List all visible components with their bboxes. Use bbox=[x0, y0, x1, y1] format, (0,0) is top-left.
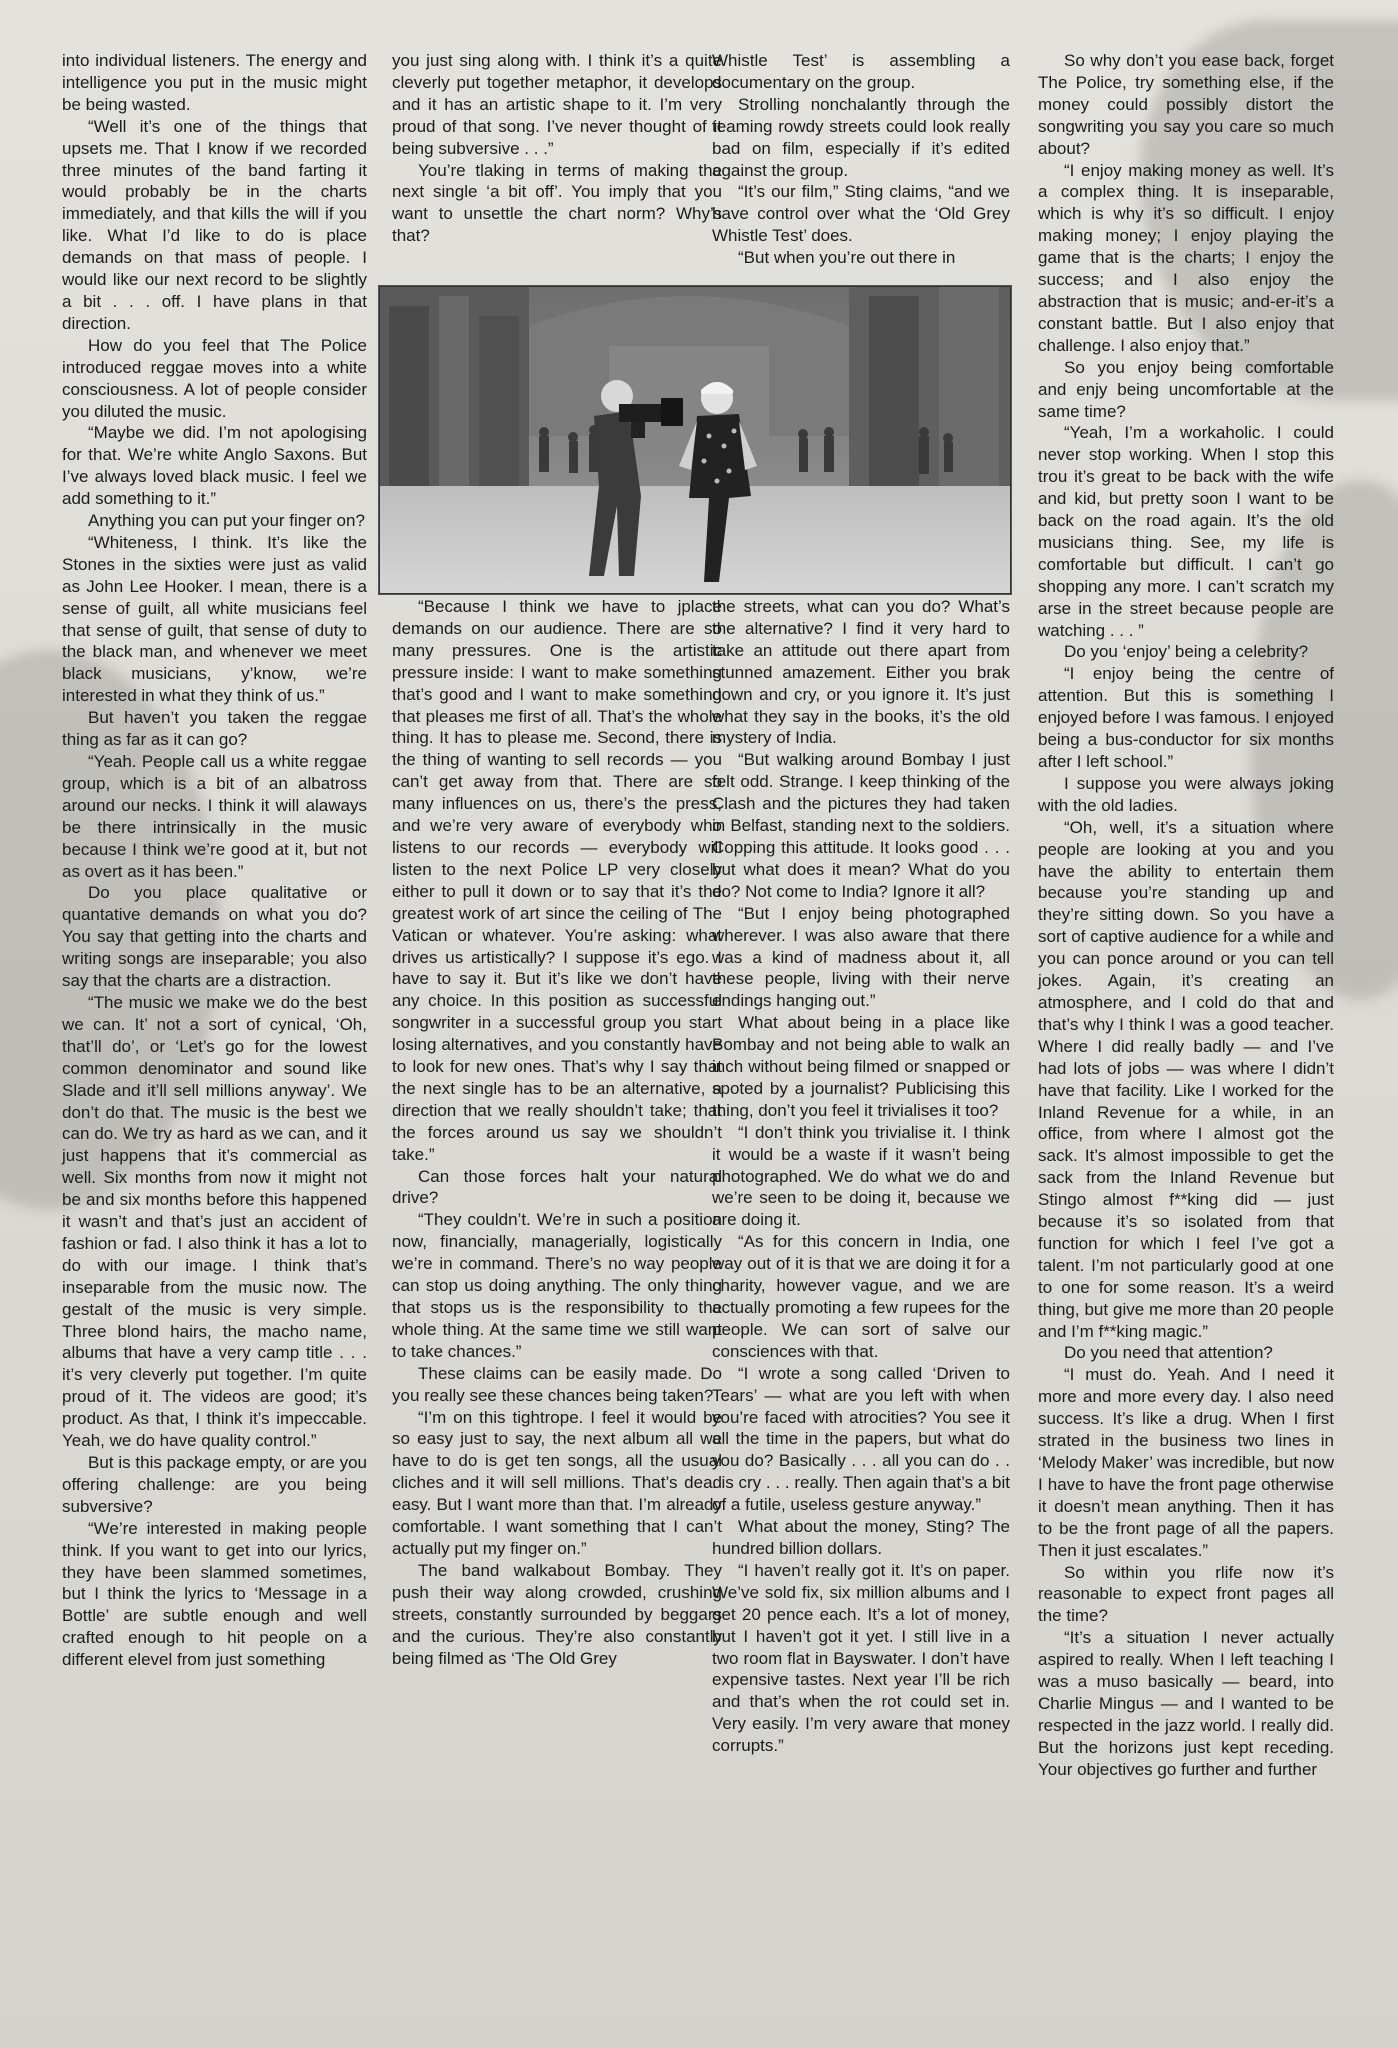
paragraph: So within you rlife now it’s reasonable to expect front pages all the time? bbox=[1038, 1562, 1334, 1626]
article-column-1 bbox=[62, 50, 367, 1671]
article-column-3-bottom bbox=[712, 596, 1010, 1757]
paragraph: Do you ‘enjoy’ being a celebrity? bbox=[1064, 642, 1309, 662]
paragraph: What about the money, Sting? The hundred billion dollars. bbox=[712, 1517, 1010, 1558]
paragraph: “It’s our film,” Sting claims, “and we have control over what the ‘Old Grey Whistle Test’ does. bbox=[712, 182, 1010, 246]
paragraph: Whistle Test’ is assembling a documentary on the group. bbox=[712, 51, 1010, 92]
paragraph: Do you place qualitative or quantative demands on what you do? You say that getting into the charts and writing songs are inseparable; you also say that the charts are a distraction. bbox=[62, 883, 367, 991]
paragraph: “I haven’t really got it. It’s on paper. We’ve sold fix, six million albums and I get 20 pence each. It’s a lot of money, but I haven’t got it yet. I still live in a two room flat in Bayswater. I don’t have expensive tastes. Next year I’ll be rich and that’s when the rot could set in. Very easily. I’m very aware that money corrupts.” bbox=[712, 1560, 1010, 1756]
paragraph: “The music we make we do the best we can. It’ not a sort of cynical, ‘Oh, that’ll do’, or ‘Let’s go for the lowest common denominator and sound like Slade and it’ll sell millions anyway’. We don’t do that. The music is the best we can do. We try as hard as we can, and it just happens that it’s commercial as well. Six months from now it might not be and six months before this happened it wasn’t and that’s just an accident of fashion or fad. I also think it has a lot to do with our image. I think that’s inseparable from the music now. The gestalt of the music is very simple. Three blond hairs, the macho name, albums that have a very camp title . . . it’s very cleverly put together. I’m quite proud of it. The videos are good; it’s product. As that, I think it’s impeccable. Yeah, we do have quality control.” bbox=[62, 992, 367, 1451]
paragraph: “Oh, well, it’s a situation where people are looking at you and you have the ability to entertain them because you’re standing up and they’re sitting down. So you have a sort of captive audience for a while and you can ponce around or you can tell jokes. Again, it’s creating an atmosphere, and I cold do that and that’s why I think I was a good teacher. Where I did really badly — and I’ve had lots of jobs — was where I didn’t have that facility. Like I worked for the Inland Revenue for a while, in an office, from where I almost got the sack. It’s almost impossible to get the sack from the Inland Revenue but Stingo almost f**king did — just because it’s so isolated from that function for which I feel I’ve got a talent. I’m not particularly good at one to one for some reason. It’s a weird thing, but give me more than 20 people and I’m f**king magic.” bbox=[1038, 817, 1334, 1341]
paragraph: Do you need that attention? bbox=[1064, 1343, 1273, 1363]
photo-bombay-filming bbox=[378, 285, 1012, 595]
article-column-2-bottom bbox=[392, 596, 722, 1669]
paragraph: So why don’t you ease back, forget The Police, try something else, if the money could possibly distort the songwriting you say you care so much about? bbox=[1038, 51, 1334, 158]
paragraph: I suppose you were always joking with the old ladies. bbox=[1038, 773, 1334, 815]
paragraph: But is this package empty, or are you offering challenge: are you being subversive? bbox=[62, 1453, 367, 1516]
paragraph: These claims can be easily made. Do you really see these chances being taken? bbox=[392, 1363, 722, 1405]
paragraph: you just sing along with. I think it’s a quite cleverly put together metaphor, it develops and it has an artistic shape to it. I’m very proud of that song. I’ve never thought of it being subversive . . .” bbox=[392, 51, 722, 158]
paragraph: “We’re interested in making people think. If you want to get into our lyrics, they have been slammed sometimes, but I think the lyrics to ‘Message in a Bottle’ are subtle enough and well crafted enough to hit people on a different elevel from just something bbox=[62, 1518, 367, 1670]
paragraph: But haven’t you taken the reggae thing as far as it can go? bbox=[62, 708, 367, 750]
paragraph: “Whiteness, I think. It’s like the Stones in the sixties were just as valid as John Lee Hooker. I mean, there is a sense of guilt, all white musicians feel that sense of guilt, that sense of duty to the black man, and whenever we meet black musicians, y’know, we’re interested in what they think of us.” bbox=[62, 532, 367, 706]
article-column-3-top bbox=[712, 50, 1010, 269]
paragraph: “It’s a situation I never actually aspired to really. When I left teaching I was a muso basically — beard, into Charlie Mingus — and I wanted to be respected in the jazz world. I really did. But the horizons just kept receding. Your objectives go further and further bbox=[1038, 1628, 1334, 1779]
paragraph: “Well it’s one of the things that upsets me. That I know if we recorded three minutes of the band farting it would probably be in the charts immediately, and that kills the will if you like. What I’d like to do is place demands on that mass of people. I would like our next record to be slightly a bit . . . off. I have plans in that direction. bbox=[62, 116, 367, 333]
paragraph: So you enjoy being comfortable and enjy being uncomfortable at the same time? bbox=[1038, 357, 1334, 421]
paragraph: “I must do. Yeah. And I need it more and more every day. I also need success. It’s like a drug. When I first strated in the business two lines in ‘Melody Maker’ was incredible, but now I have to have the front page otherwise it doesn’t mean anything. Then it has to be the front page of all the papers. Then it just escalates.” bbox=[1038, 1365, 1334, 1560]
article-column-2-top bbox=[392, 50, 722, 247]
paragraph: Can those forces halt your natural drive? bbox=[392, 1166, 722, 1208]
paragraph: “As for this concern in India, one way out of it is that we are doing it for a charity, however vague, and we are actually promoting a few rupees for the people. We can sort of salve our consciences with that. bbox=[712, 1232, 1010, 1361]
paragraph: “I enjoy being the centre of attention. But this is something I enjoyed before I was famous. I enjoyed being a bus-conductor for six months after I left school.” bbox=[1038, 664, 1334, 771]
paragraph: “I’m on this tightrope. I feel it would be so easy just to say, the next album all we have to do is get ten songs, all the usual cliches and it will sell millions. That’s dead easy. But I want more than that. I’m already comfortable. I want something that I can’t actually put my finger on.” bbox=[392, 1407, 722, 1558]
paragraph: “But walking around Bombay I just felt odd. Strange. I keep thinking of the Clash and the pictures they had taken in Belfast, standing next to the soldiers. Copping this attitude. It looks good . . . but what does it mean? What do you do? Not come to India? Ignore it all? bbox=[712, 750, 1010, 901]
article-column-4 bbox=[1038, 50, 1334, 1781]
paragraph: The band walkabout Bombay. They push their way along crowded, crushing streets, constantly surrounded by beggars and the curious. They’re also constantly being filmed as ‘The Old Grey bbox=[392, 1560, 722, 1668]
paragraph: How do you feel that The Police introduced reggae moves into a white consciousness. A lot of people consider you diluted the music. bbox=[62, 335, 367, 421]
paragraph: “I don’t think you trivialise it. I think it would be a waste if it wasn’t being photographed. We do what we do and we’re seen to be doing it, because we are doing it. bbox=[712, 1122, 1010, 1230]
paragraph: “But I enjoy being photographed wherever. I was also aware that there was a kind of madness about it, all these people, living with their nerve endings hanging out.” bbox=[712, 903, 1010, 1011]
paragraph: “Because I think we have to jplace demands on our audience. There are so many pressures. One is the artistic pressure inside: I want to make something that’s good and I want to make something that pleases me first of all. That’s the whole thing. It has to please me. Second, there is the thing of wanting to sell records — you can’t get away from that. There are so many influences on us, there’s the press, and we’re very aware of everybody who listens to our records — everybody will listen to the next Police LP very closely either to pull it down or to say that it’s the greatest work of art since the ceiling of The Vatican or whatever. You’re asking: what drives us artistically? I suppose it’s ego. I have to say it. But it’s like we don’t have any choice. In this position as successful songwriter in a successful group you start losing alternatives, and you constantly have to look for new ones. That’s why I say that the next single has to be an alternative, a direction that we really shouldn’t take; that the forces around us say we shouldn’t take.” bbox=[392, 597, 722, 1164]
paragraph: “Maybe we did. I’m not apologising for that. We’re white Anglo Saxons. But I’ve always loved black music. I feel we add something to it.” bbox=[62, 423, 367, 509]
paragraph: “They couldn’t. We’re in such a position now, financially, managerially, logistically we’re in command. There’s no way people can stop us doing anything. The only thing that stops us is the responsibility to the whole thing. At the same time we still want to take chances.” bbox=[392, 1210, 722, 1361]
paragraph: “But when you’re out there in bbox=[738, 248, 956, 268]
paragraph: “Yeah, I’m a workaholic. I could never stop working. When I stop this trou it’s great to be back with the wife and kid, but pretty soon I want to be back on the road again. It’s the old musicians thing. See, my life is comfortable but difficult. I can’t go shopping any more. I can’t scratch my arse in the street because people are watching . . . ” bbox=[1038, 423, 1334, 640]
paragraph: What about being in a place like Bombay and not being able to walk an inch without being filmed or snapped or spoted by a journalist? Publicising this thing, don’t you feel it trivialises it too? bbox=[712, 1013, 1010, 1120]
paragraph: You’re tlaking in terms of making the next single ‘a bit off’. You imply that you want to unsettle the chart norm? Why’s that? bbox=[392, 160, 722, 246]
paragraph: into individual listeners. The energy and intelligence you put in the music might be being wasted. bbox=[62, 51, 367, 114]
paragraph: “I wrote a song called ‘Driven to Tears’ — what are you left with when you’re faced with atrocities? You see it all the time in the papers, but what do you do? Basically . . . all you can do . . . is cry . . . really. Then again that’s a bit of a futile, useless gesture anyway.” bbox=[712, 1363, 1010, 1515]
paragraph: the streets, what can you do? What’s the alternative? I find it very hard to take an attitude out there apart from stunned amazement. Either you brak down and cry, or you ignore it. It’s just what they say in the books, it’s the old mystery of India. bbox=[712, 597, 1010, 748]
paragraph: “I enjoy making money as well. It’s a complex thing. It is inseparable, which is why it’s so difficult. I enjoy making money; I enjoy playing the game that is the charts; I enjoy the success; and I also enjoy the abstraction that is music; and-er-it’s a constant battle. But I also enjoy that challenge. I also enjoy that.” bbox=[1038, 160, 1334, 355]
paragraph: “Yeah. People call us a white reggae group, which is a bit of an albatross around our necks. I think it will alaways be there intrinsically in the music because I think we’re good at it, but not as overt as it has been.” bbox=[62, 752, 367, 881]
photo-illustration bbox=[379, 286, 1011, 594]
paragraph: Anything you can put your finger on? bbox=[88, 511, 365, 531]
paragraph: Strolling nonchalantly through the teaming rowdy streets could look really bad on film, especially if it’s edited against the group. bbox=[712, 94, 1010, 180]
